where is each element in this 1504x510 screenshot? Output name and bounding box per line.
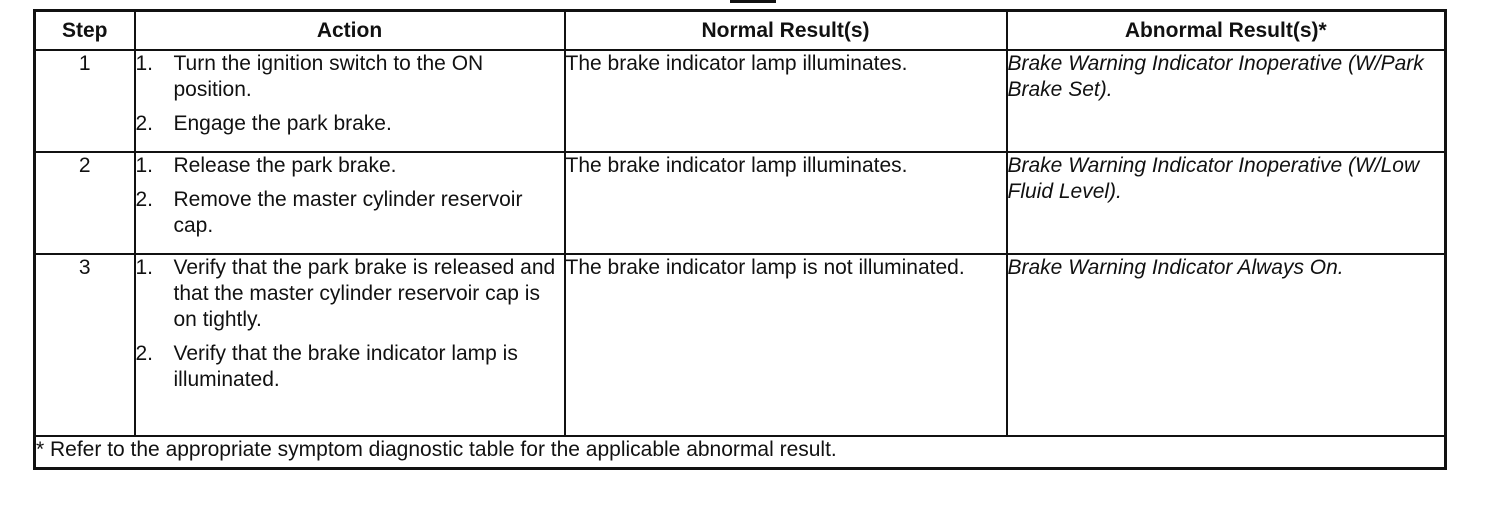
header-action: Action <box>135 11 565 51</box>
action-item-number: 2. <box>135 112 154 135</box>
abnormal-result: Brake Warning Indicator Inoperative (W/Low Fluid Level). <box>1007 152 1446 254</box>
header-step: Step <box>35 11 135 51</box>
abnormal-result: Brake Warning Indicator Always On. <box>1007 254 1446 436</box>
diagnostic-table <box>33 9 1447 470</box>
action-item-number: 1. <box>135 154 154 177</box>
action-item-number: 1. <box>135 256 154 279</box>
action-cell <box>135 152 565 254</box>
table-header-row <box>35 11 1446 51</box>
action-item-text: Engage the park brake. <box>173 112 392 135</box>
action-item <box>136 153 564 179</box>
header-abnormal-results: Abnormal Result(s)* <box>1007 11 1446 51</box>
step-number: 3 <box>35 254 135 436</box>
action-item-text: Verify that the park brake is released and that the master cylinder reservoir cap is on tightly. <box>173 256 556 331</box>
action-list <box>136 153 564 239</box>
header-normal-results: Normal Result(s) <box>565 11 1007 51</box>
action-item-text: Remove the master cylinder reservoir cap. <box>173 188 523 237</box>
page-edge-mark <box>730 0 776 3</box>
action-item-number: 2. <box>135 188 154 211</box>
table-row-step-1 <box>35 50 1446 152</box>
action-list <box>136 255 564 393</box>
action-item <box>136 187 564 239</box>
normal-result: The brake indicator lamp illuminates. <box>565 50 1007 152</box>
abnormal-result: Brake Warning Indicator Inoperative (W/Park Brake Set). <box>1007 50 1446 152</box>
action-item <box>136 341 564 393</box>
action-list <box>136 51 564 137</box>
action-item-text: Verify that the brake indicator lamp is illuminated. <box>173 342 518 391</box>
step-number: 1 <box>35 50 135 152</box>
step-number: 2 <box>35 152 135 254</box>
table-footnote-row <box>35 436 1446 469</box>
action-item-text: Turn the ignition switch to the ON position. <box>173 52 484 101</box>
normal-result: The brake indicator lamp illuminates. <box>565 152 1007 254</box>
action-item <box>136 51 564 103</box>
normal-result: The brake indicator lamp is not illuminated. <box>565 254 1007 436</box>
table-row-step-2 <box>35 152 1446 254</box>
action-cell <box>135 254 565 436</box>
action-item-number: 1. <box>135 52 154 75</box>
table-row-step-3 <box>35 254 1446 436</box>
action-item <box>136 255 564 333</box>
action-item-number: 2. <box>135 342 154 365</box>
action-item <box>136 111 564 137</box>
footnote: * Refer to the appropriate symptom diagnostic table for the applicable abnormal result. <box>35 436 1446 469</box>
action-cell <box>135 50 565 152</box>
action-item-text: Release the park brake. <box>173 154 397 177</box>
